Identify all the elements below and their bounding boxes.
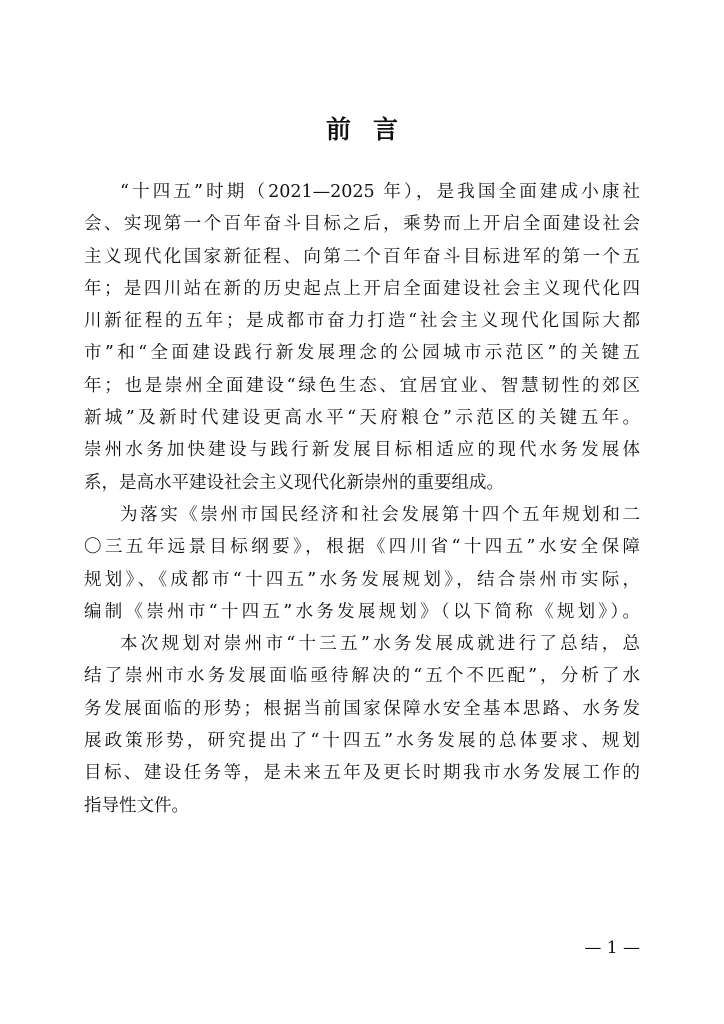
paragraph-1 (84, 176, 640, 499)
text-line: 为落实《崇州市国民经济和社会发展第十四个五年规划和二 (120, 504, 640, 525)
text-line: 目标、建设任务等，是未来五年及更长时期我市水务发展工作的 (84, 763, 640, 784)
text-line: 结了崇州市水务发展面临亟待解决的“五个不匹配”，分析了水 (84, 666, 640, 687)
text-line: 川新征程的五年；是成都市奋力打造“社会主义现代化国际大都 (84, 311, 640, 332)
text-line: 编制《崇州市“十四五”水务发展规划》（以下简称《规划》）。 (84, 601, 640, 622)
page-number: — 1 — (584, 938, 640, 958)
text-line: 规划》、《成都市“十四五”水务发展规划》，结合崇州市实际， (84, 569, 640, 590)
text-line: 新城”及新时代建设更高水平“天府粮仓”示范区的关键五年。 (84, 408, 640, 429)
text-line: 主义现代化国家新征程、向第二个百年奋斗目标进军的第一个五 (84, 246, 640, 267)
text-line: 〇三五年远景目标纲要》，根据《四川省“十四五”水安全保障 (84, 537, 640, 558)
text-line: 年；也是崇州全面建设“绿色生态、宜居宜业、智慧韧性的郊区 (84, 375, 640, 396)
document-body (84, 176, 640, 822)
text-line: 市”和“全面建设践行新发展理念的公园城市示范区”的关键五 (84, 343, 640, 364)
text-line: 展政策形势，研究提出了“十四五”水务发展的总体要求、规划 (84, 731, 640, 752)
text-line: 崇州水务加快建设与践行新发展目标相适应的现代水务发展体 (84, 440, 640, 461)
text-line: 务发展面临的形势；根据当前国家保障水安全基本思路、水务发 (84, 698, 640, 719)
text-line: “十四五”时期（2021—2025 年），是我国全面建成小康社 (120, 182, 640, 202)
page-title: 前言 (325, 115, 420, 144)
text-line: 指导性文件。 (84, 795, 189, 816)
paragraph-2 (84, 499, 640, 628)
text-line: 系，是高水平建设社会主义现代化新崇州的重要组成。 (84, 472, 504, 493)
text-line: 本次规划对崇州市“十三五”水务发展成就进行了总结，总 (120, 634, 640, 655)
text-line: 会、实现第一个百年奋斗目标之后，乘势而上开启全面建设社会 (84, 214, 640, 235)
text-line: 年；是四川站在新的历史起点上开启全面建设社会主义现代化四 (84, 278, 640, 299)
paragraph-3 (84, 628, 640, 822)
